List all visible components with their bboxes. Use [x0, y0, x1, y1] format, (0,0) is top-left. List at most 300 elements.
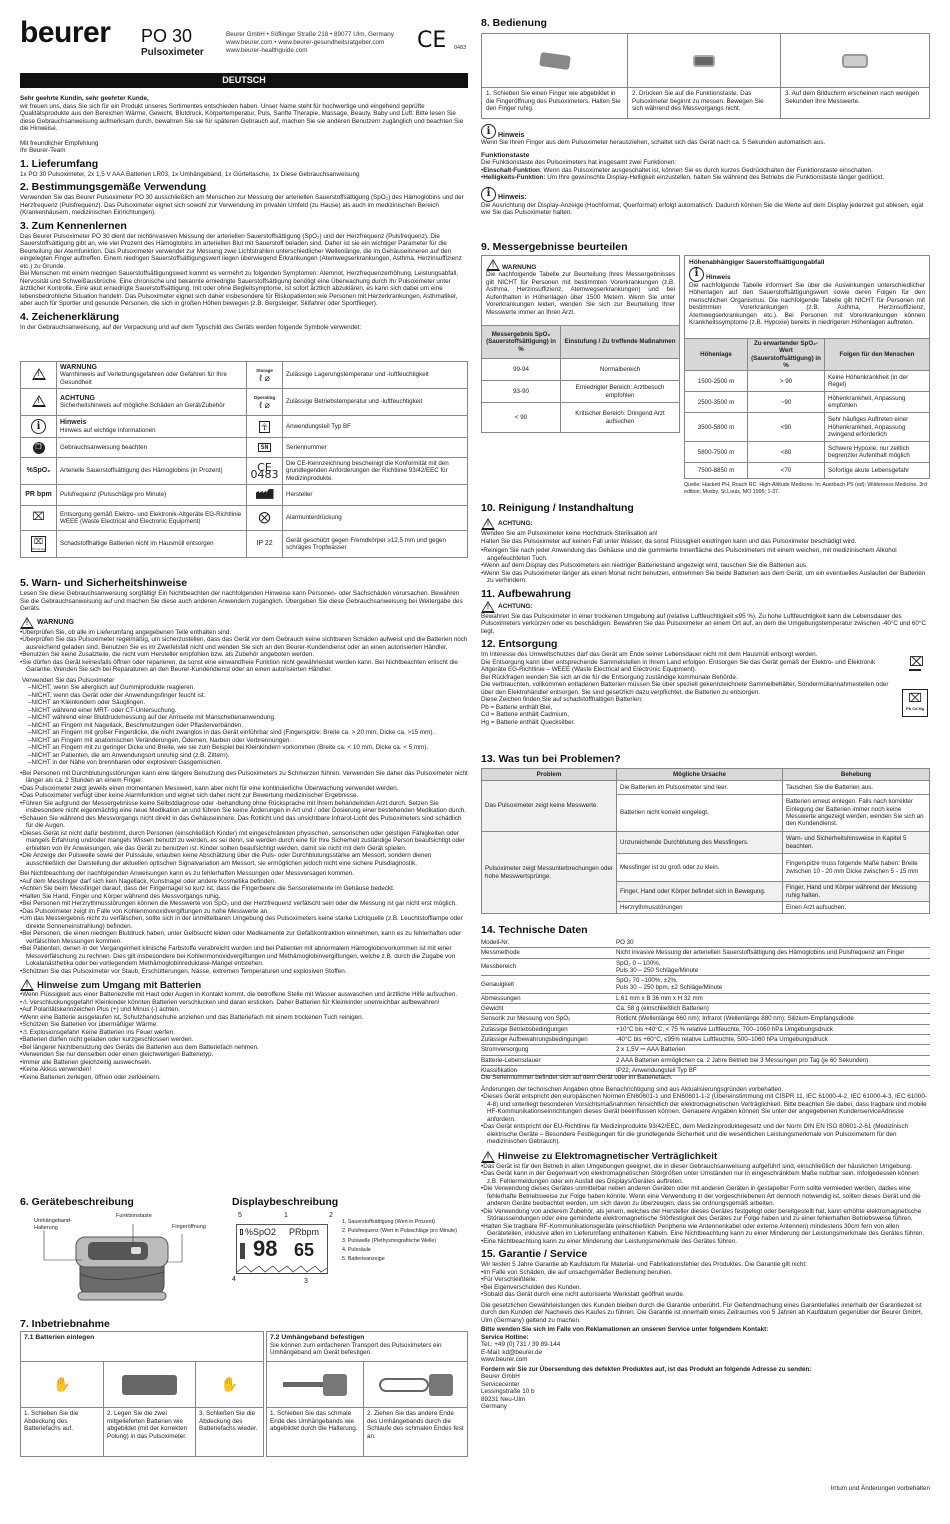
source-citation: Quelle: Hackett PH, Roach RC: High-Altitude Medicine. In: Auerbach PS (ed): Wilderness Medicine, 3rd edition; Mosby, St.Louis, MO 1995; 1-37. [684, 482, 927, 495]
use-intro: Verwenden Sie das Pulsoximeter [22, 676, 115, 684]
column-header: Mögliche Ursache [617, 769, 783, 781]
list-item: • Achten Sie beim Messfinger darauf, dass der Fingernagel so kurz ist, dass die Fingerbeere die Sensorelemente im Gehäuse bedeckt. [20, 885, 468, 893]
warning-icon: ! [481, 1151, 495, 1163]
emc-list [481, 1163, 930, 1246]
web-line-1: www.beurer.com • www.beurer-gesundheitsratgeber.com [226, 39, 385, 46]
disposal-line: Diese Zeichen finden Sie auf schadstoffhaltigen Batterien: [481, 696, 643, 703]
list-item: – NICHT an Fingern mit großer Fingerdicke, die nicht zwanglos in das Gerät einführbar sind (Fingerspitze: Breite ca. > 20 mm, Dicke ca. >15 mm). [20, 729, 468, 737]
table-row [481, 993, 930, 1003]
serial-note: Die Seriennummer befindet sich auf dem Gerät oder im Batteriefach. [481, 1074, 673, 1081]
table-row [481, 1004, 930, 1014]
list-item: • Schützen Sie Batterien vor übermäßiger Wärme. [20, 1021, 468, 1029]
list-item: • Benutzen Sie keine Zusatzteile, die nicht vom Hersteller empfohlen bzw. als Zubehör angeboten werden. [20, 651, 468, 659]
warranty-exclusions [481, 1269, 930, 1299]
altitude-box [684, 255, 930, 495]
caution-icon: ! [481, 518, 495, 530]
symbol-description: Sicherheitshinweis auf mögliche Schäden an Gerät/Zubehör [60, 402, 225, 409]
symbol-row [21, 362, 468, 389]
section-5-intro: Lesen Sie diese Gebrauchsanweisung sorgfältig! Ein Nichtbeachten der nachfolgenden Hinweise kann Personen- oder Sachschäden verursachen. Bewahren Sie die Gebrauchsanweisung auf und machen Sie diese auch anderen Anwendern zugänglich. Übergeben Sie diese Gebrauchsanweisung bei Weitergabe des Geräts. [20, 590, 463, 612]
spec-label: Messmethode [481, 948, 616, 958]
step-text: 2. Drücken Sie auf die Funktionstaste. Das Pulsoximeter beginnt zu messen. Bewegen Sie sich während des Messvorgangs nicht. [632, 90, 764, 112]
warning-heading: ! WARNUNG [20, 617, 468, 629]
spec-label: Sensorik zur Messung von SpO₂ [481, 1014, 616, 1024]
display-diagram [232, 1212, 340, 1290]
symbol-description: Schadstoffhaltige Batterien nicht im Hausmüll entsorgen [60, 540, 214, 548]
spec-label: Batterie-Lebensdauer [481, 1055, 616, 1065]
legend-item: 1. Sauerstoffsättigung (Wert in Prozent) [342, 1219, 435, 1225]
spec-label: Zulässige Aufbewahrungsbedingungen [481, 1034, 616, 1044]
list-item: • Das Pulsoximeter zeigt im Falle von Kohlenmonoxidvergiftungen zu hohe Messwerte an. [20, 908, 468, 916]
disposal-line: Im Interesse des Umweltschutzes darf das Gerät am Ende seiner Lebensdauer nicht mit dem Hausmüll entsorgt werden. [481, 651, 818, 658]
list-item: • Bei längerer Nichtbenutzung des Geräts die Batterien aus dem Batteriefach nehmen. [20, 1044, 468, 1052]
column-header: Behebung [783, 769, 930, 781]
symbol-row [21, 458, 468, 485]
disposal-line: Hg = Batterie enthält Quecksilber. [481, 718, 575, 726]
symbol-heading: Hinweis [60, 419, 87, 427]
disposal-line: Bei Rückfragen wenden Sie sich an die für die Entsorgung zuständige kommunale Behörde. [481, 673, 738, 681]
note-heading: i Hinweis [481, 124, 930, 139]
spec-value: PO 30 [616, 938, 930, 948]
address-line: Beurer GmbH [481, 1373, 520, 1380]
list-item: • Eine Nichtbeachtung kann zu einer Minderung der Leistungsmerkmale des Gerätes führen. [481, 1238, 930, 1246]
column-header: Höhenlage [685, 339, 748, 371]
step-text: 1. Schieben Sie die Abdeckung des Batteriefachs auf. [21, 1408, 104, 1456]
list-item: • Wenn auf dem Display des Pulsoximeters ein niedriger Batteriestand angezeigt wird, tauschen Sie die Batterien aus. [481, 562, 930, 570]
lcd-screen [236, 1224, 328, 1274]
list-item: • Das Gerät kann in der Gegenwart von elektromagnetischen Störgrößen unter Umständen nur in eingeschränktem Maße nutzbar sein. Infolgedessen können z.B. Fehlermeldungen oder ein Ausfall des Displays/Gerätes auftreten. [481, 1170, 930, 1185]
operation-step [482, 34, 628, 118]
changes-note: Änderungen der technischen Angaben ohne Benachrichtigung sind aus Aktualisierungsgründen vorbehalten. [481, 1085, 784, 1093]
return-heading: Fordern wir Sie zur Übersendung des defekten Produktes auf, ist das Produkt an folgende Adresse zu senden: [481, 1365, 812, 1373]
warning-icon: ! [20, 617, 34, 629]
section-4-intro: In der Gebrauchsanweisung, auf der Verpackung und auf dem Typschild des Geräts werden folgende Symbole verwendet: [20, 323, 362, 331]
info-icon: i [21, 416, 57, 438]
ce-number: 0483 [454, 45, 467, 51]
table-row: 93-90 Erniedrigter Bereich: Arztbesuch empfohlen [482, 381, 680, 403]
symbol-description: Hersteller [286, 491, 313, 499]
list-item: – NICHT während einer Blutdruckmessung auf der Armseite mit Manschettenanwendung. [20, 714, 468, 722]
note-text: Wenn Sie Ihren Finger aus dem Pulsoximeter herausziehen, schaltet sich das Gerät nach ca. 5 Sekunden automatisch aus. [481, 139, 826, 146]
phone[interactable]: Tel.: +49 (0) 731 / 39 89-144 [481, 1341, 561, 1348]
strap-attach-box [266, 1331, 468, 1457]
list-item: – NICHT an Fingern mit Nagellack, Beschmutzungen oder Pflasterverbänden. [20, 722, 468, 730]
sections-10-12 [481, 499, 930, 726]
section-14-title: 14. Technische Daten [481, 924, 588, 936]
spec-label: Genauigkeit [481, 976, 616, 994]
battery-heading: ! Hinweise zum Umgang mit Batterien [20, 979, 468, 991]
spec-value: SpO₂ 0 – 100%, Puls 30 – 250 Schläge/Minute [616, 958, 930, 976]
section-3-p2: Bei Menschen mit einem niedrigen Sauerstoffsättigungswert kommt es vermehrt zu folgenden Symptomen: Atemnot, Herzfrequenzerhöhung, Leistungsabfall, Nervosität und Schweißausbrüche. Eine chronische und bekannte erniedrigte Sauerstoffsättigung benötigt eine Überwachung durch Ihr Pulsoximeter unter ärztlicher Kontrolle. Eine akut erniedrigte Sauerstoffsättigung, mit oder ohne Begleitsymptome, ist sofort ärztlich abzuklären, es kann sich dabei um eine lebensbedrohliche Situation handeln. Das Pulsoximeter eignet sich daher insbesondere für Riskopatienten wie Personen mit Herzerkrankungen, Asthmatiker, aber auch für Sportler und gesunde Personen, die sich in großen Höhen bewegen (z.B. Bergsteiger, Skifahrer oder Sportflieger). [20, 270, 459, 307]
device-illustration [20, 1212, 220, 1312]
table-row [481, 976, 930, 994]
list-item: • Schauen Sie während des Messvorgangs nicht direkt in das Gehäuseinnere. Das Rotlicht und das unsichtbare Infrarot-Licht des Pulsoximeters sind schädlich für die Augen. [20, 815, 468, 830]
section-14-notes [481, 1074, 930, 1411]
disposal-line: Cd = Batterie enthält Cadmium, [481, 711, 570, 718]
callout-4: 4 [232, 1276, 236, 1283]
step-image: ✋ [21, 1362, 104, 1407]
list-item: – NICHT, wenn das Gerät oder der Anwendungsfinger feucht ist. [20, 692, 468, 700]
manufacturer-icon [247, 485, 283, 506]
warning-text: Die nachfolgende Tabelle zur Beurteilung Ihres Messergebnisses gilt NICHT für Personen mit bestimmten Vorerkrankungen (z.B. Asthma, Herzinsuffizienz, Atemwegserkrankungen) und bei Aufenthalten in Höhenlagen über 1500 Metern. Wenn Sie unter Vorerkrankungen leiden, wenden Sie sich zur Beurteilung Ihrer Messwerte immer an Ihren Arzt. [486, 271, 675, 316]
column-header: Problem [482, 769, 617, 781]
storage-text: Bewahren Sie das Pulsoximeter in einer trockenen Umgebung auf (relative Luftfeuchtigkeit ≤95 %). Zu hohe Luftfeuchtigkeit kann die Lebensdauer des Pulsoximeters verkürzen oder es beschädigen. Bewahren Sie das Pulsoximeter an einem Ort auf, an dem die Umgebungstemperatur zwischen -40°C und 60°C liegt. [481, 612, 926, 635]
spec-label: Zulässige Betriebsbedingungen [481, 1024, 616, 1034]
caution-heading: ! ACHTUNG: [481, 518, 930, 530]
list-item: • Immer alle Batterien gleichzeitig auswechseln. [20, 1059, 468, 1067]
address-line: Lessingstraße 10 b [481, 1388, 535, 1395]
altitude-note: Die nachfolgende Tabelle informiert Sie über die Auswirkungen unterschiedlicher Höhenlagen auf den Sauerstoffsättigungswert sowie deren Folgen für den menschlichen Organismus. Die nachfolgende Tabelle gilt NICHT für Personen mit bestimmten Vorerkrankungen (z.B. Asthma, Herzinsuffizienz, Atemwegserkrankungen etc.). Bei Personen mit Vorerkrankungen können Krankheitssymptome (z.B. Hypoxie) bereits in niedrigeren Höhenlagen auftreten. [689, 281, 925, 326]
function-button-label: Funktionstaste [116, 1213, 152, 1219]
callout-1: 1 [284, 1212, 288, 1219]
battery-indicator-icon [240, 1229, 243, 1235]
table-row: Batterien nicht korrekt eingelegt. Batterien erneut einlegen. Falls nach korrekter Einlegung der Batterien immer noch keine Messwerte angezeigt werden, wenden Sie sich an den Kundendienst. [482, 795, 930, 832]
list-item: • Bei Personen, die einen niedrigen Blutdruck haben, unter Gelbsucht leiden oder Medikamente zur Gefäßkontraktion einnehmen, kann es zu fehlerhaften oder verfälschten Messungen kommen. [20, 930, 468, 945]
list-item: • Führen Sie aufgrund der Messergebnisse keine Selbstdiagnose oder -behandlung ohne Rücksprache mit Ihrem behandelnden Arzt durch. Setzen Sie insbesondere nicht eigenmächtig eine neue Medikation an und führen Sie keine Änderungen in Art und / oder Dosierung einer bestehenden Medikation durch. [20, 800, 468, 815]
warranty-legal: Die gesetzlichen Gewährleistungen des Kunden bleiben durch die Garantie unberührt. Für Geltendmachung eines Garantiefalles innerhalb der Garantiezeit ist durch den Kunden der Nachweis des Kaufes zu führen. Die Garantie ist innerhalb eines Zeitraumes von 5 Jahren ab Kaufdatum gegenüber der Beurer GmbH, Ulm (Germany) geltend zu machen. [481, 1301, 923, 1324]
list-item: • Das Gerät entspricht der EU-Richtlinie für Medizinprodukte 93/42/EEC, dem Medizinproduktegesetz und der Norm DIN EN ISO 80601-2-61 (Medizinisch elektrische Geräte – Besondere Festlegungen für die grundlegende Sicherheit und die wesentlichen Leistungsmerkmale von Pulsoximetern für den medizinischen Gebrauch). [481, 1123, 930, 1146]
table-row: Messfinger ist zu groß oder zu klein. Fingerspitze muss folgende Maße haben: Breite zwischen 10 - 20 mm Dicke zwischen 5 - 15 mm [482, 854, 930, 882]
address-line: Servicecenter [481, 1380, 520, 1388]
list-item: • Das Pulsoximeter verfügt über keine Alarmfunktion und eignet sich daher nicht zur Bewertung medizinischer Ergebnisse. [20, 792, 468, 800]
disposal-line: Die Entsorgung kann über entsprechende Sammelstellen in Ihrem Land erfolgen. Entsorgen Sie das Gerät gemäß der Elektro- und Elektronik Altgeräte EG-Richtlinie – WEEE (Waste Electrical and Electronic Equipment). [481, 658, 876, 673]
list-item: • Überprüfen Sie, ob alle im Lieferumfang angegebenen Teile enthalten sind. [20, 629, 468, 637]
list-item: – NICHT in der Nähe von brennbaren oder explosiven Gasgemischen. [20, 759, 468, 767]
list-item: • Wenn eine Batterie ausgelaufen ist, Schutzhandschuhe anziehen und das Batteriefach mit einem trockenen Tuch reinigen. [20, 1014, 468, 1022]
function-intro: Die Funktionstaste des Pulsoximeters hat insgesamt zwei Funktionen: [481, 159, 677, 166]
ce-icon: CE 0483 [247, 458, 283, 485]
warning-icon: ! [486, 259, 500, 271]
list-item: • Bei Personen mit Durchblutungsstörungen kann eine längere Benutzung des Pulsoximeters zu Schmerzen führen. Verwenden Sie daher das Pulsoximeter nicht länger als ca. 2 Stunden an einem Finger. [20, 770, 468, 785]
symbol-row [21, 531, 468, 558]
symbol-description: Anwendungsteil Typ BF [286, 422, 351, 430]
section-3-p1: Das Beurer Pulsoximeter PO 30 dient der nichtinvasiven Messung der arteriellen Sauerstoffsättigung (SpO₂) und der Herzfrequenz (Pulsfrequenz). Die Sauerstoffsättigung gibt an, wie viel Prozent des Hämoglobins im arteriellen Blut mit Sauerstoff beladen sind. Daher ist sie ein wichtiger Parameter für die Beurteilung der Atemfunktion. Das Pulsoximeter verwendet zur Messung zwei Lichtstrahlen unterschiedlicher Wellenlänge, die im Gehäuseinneren auf den eingelegten Finger auftreffen. Einem niedrigen Sauerstoffsättigungswert liegen überwiegend Erkrankungen (Atemwegserkrankungen, Asthma, Herzinsuffizienz etc.) zu Grunde. [20, 232, 462, 270]
spec-value: -40°C bis +60°C, ≤95% relative Luftfeuchte, 500–1060 hPa Umgebungsdruck [616, 1034, 930, 1044]
list-item: – NICHT während einer MRT- oder CT-Untersuchung. [20, 707, 468, 715]
spo2-label: %SpO2 [245, 1227, 277, 1237]
step-image [104, 1362, 196, 1407]
storage-temp-icon: Storage ℓ ⌀ [247, 362, 283, 389]
operating-temp-icon: Operating ℓ ⌀ [247, 389, 283, 416]
symbol-row [21, 506, 468, 531]
step-image [364, 1362, 467, 1407]
company-address [226, 31, 394, 55]
list-item: • Im Falle von Schäden, die auf unsachgemäßer Bedienung beruhen. [481, 1269, 930, 1277]
list-item: • Das Pulsoximeter zeigt jeweils einen momentanen Messwert, kann aber nicht für eine kontinuierliche Überwachung verwendet werden. [20, 785, 468, 793]
symbol-row [21, 438, 468, 458]
list-item: – NICHT an Fingern mit zu geringer Dicke und Breite, wie sie zum Beispiel bei Kleinkindern vorkommen (Breite ca. < 10 mm, Dicke ca. < 5 mm). [20, 744, 468, 752]
symbol-description: Gerät geschützt gegen Fremdkörper ≥12,5 mm und gegen schräges Tropfwasser [286, 536, 446, 551]
list-item: • Schützen Sie das Pulsoximeter vor Staub, Erschütterungen, Nässe, extremen Temperaturen und explosiven Stoffen. [20, 968, 468, 976]
compliance-list [481, 1093, 930, 1146]
spo2-symbol: %SpO₂ [21, 458, 57, 485]
list-item: • Keine Batterien zerlegen, öffnen oder zerkleinern. [20, 1074, 468, 1082]
address-line: 89231 Neu-Ulm [481, 1395, 526, 1403]
cleaning-line-2: Halten Sie das Pulsoximeter auf keinen Fall unter Wasser, da sonst Flüssigkeit eindringen kann und das Pulsoximeter beschädigt wird. [481, 537, 857, 545]
list-item: • Die Verwendung von anderem Zubehör, als jenem, welches der Hersteller dieses Gerätes festgelegt oder bereitgestellt hat, kann erhöhte elektromagnetische Störaussendungen oder eine geminderte elektromagnetische Störfestigkeit des Gerätes zur Folge haben und zu einer fehlerhaften Betriebsweise führen. [481, 1208, 930, 1223]
section-15-title: 15. Garantie / Service [481, 1248, 588, 1260]
section-6-title: 6. Gerätebeschreibung [20, 1196, 134, 1208]
table-row: Herzrythmusstörungen Einen Arzt aufsuchen. [482, 902, 930, 914]
list-item: – NICHT, wenn Sie allergisch auf Gummiprodukte reagieren. [20, 684, 468, 692]
symbol-description: Zulässige Lagerungstemperatur und -luftfeuchtigkeit [286, 371, 429, 379]
model-name: PO 30 [141, 26, 193, 46]
table-row: 99-94 Normalbereich [482, 359, 680, 381]
legend-item: 4. Pulssäule [342, 1246, 371, 1253]
table-row [481, 1024, 930, 1034]
symbol-description: Warnhinweis auf Verletzungsgefahren oder Gefahren für Ihre Gesundheit [60, 371, 227, 386]
step-text: 3. Auf dem Bildschirm erscheinen nach wenigen Sekunden Ihre Messwerte. [785, 90, 920, 105]
step-text: 2. Legen Sie die zwei mitgelieferten Batterien wie abgebildet (mit der korrekten Polung) in das Pulsoximeter. [104, 1408, 196, 1456]
email[interactable]: E-Mail: kd@beurer.de [481, 1348, 542, 1356]
step-text: 1. Schieben Sie einen Finger wie abgebildet in die Fingeröffnung des Pulsoximeters. Halten Sie den Finger ruhig. [486, 90, 621, 112]
pr-bpm-symbol: PR bpm [21, 485, 57, 506]
list-item: – NICHT an Patienten, die am Anwendungsort unruhig sind (z.B. Zittern). [20, 752, 468, 760]
section-12-title: 12. Entsorgung [481, 638, 558, 650]
step-image: ✋ [220, 1375, 239, 1392]
section-7-title: 7. Inbetriebnahme [20, 1318, 110, 1330]
symbol-description: Alarmunterdrückung [286, 514, 342, 522]
list-item: • Halten Sie Hand, Finger und Körper während des Messvorgangs ruhig. [20, 893, 468, 901]
info-icon: i [481, 187, 496, 202]
battery-disposal-icon: ⌧ Pb Cd Hg [21, 531, 57, 558]
table-row: 1500-2500 m > 90 Keine Höhenkrankheit (in der Regel) [685, 371, 930, 392]
spec-value: L 61 mm x B 36 mm x H 32 mm [616, 993, 930, 1003]
section-10-title: 10. Reinigung / Instandhaltung [481, 502, 634, 514]
list-item: • Bei Patienten, denen in der Vergangenheit klinische Farbstoffe verabreicht wurden und bei Patienten mit abnormalem Hämoglobinvorkommen ist mit einer Messverfälschung zu rechnen. Dies gilt insbesondere bei Kohlenmonoxidvergiftungen und Methämoglobinvergiftungen, welche z.B. durch die Zugabe von Lokalanästhetika oder bei vorliegendem Methämoglobinreduktase-Mangel entstehen. [20, 945, 468, 968]
symbol-description: Zulässige Betriebstemperatur und -luftfeuchtigkeit [286, 398, 423, 406]
spec-label: Klassifikation [481, 1065, 616, 1075]
symbol-heading: WARNUNG [60, 364, 97, 372]
note-heading: i Hinweis [689, 267, 925, 282]
step-image [267, 1362, 364, 1407]
section-11-title: 11. Aufbewahrung [481, 587, 572, 600]
spec-value: Nicht invasive Messung der arteriellen Sauerstoffsättigung des Hämoglobins und Pulsfrequenz am Finger [616, 948, 930, 958]
section-2-text: Verwenden Sie das Beurer Pulsoximeter PO 30 ausschließlich am Menschen zur Messung der arteriellen Sauerstoffsättigung (SpO₂) des Hämoglobins und der Herzfrequenz (Pulsfrequenz). Das Pulsoximeter eignet sich sowohl zur Verwendung im privaten Umfeld (zu Hause) als auch im medizinischen Bereich (Krankenhäusern, medizinischen Einrichtungen). [20, 194, 464, 216]
spo2-value: 98 [253, 1236, 278, 1261]
spec-value: 2 AAA Batterien ermöglichen ca. 2 Jahre Betrieb bei 3 Messungen pro Tag (je 60 Sekunden) [616, 1055, 930, 1065]
table-row [481, 1014, 930, 1024]
closing-1: Mit freundlicher Empfehlung [20, 139, 99, 147]
symbol-description: Gebrauchsanweisung beachten [60, 443, 148, 451]
product-name: Pulsoximeter [141, 47, 204, 58]
step-image [628, 34, 780, 88]
list-item: • Bei Personen mit Herzrythmusstörungen können die Messwerte von SpO₂ und der Herzfrequenz verfälscht sein oder die Messung ist gar nicht erst möglich. [20, 900, 468, 908]
address-line: Germany [481, 1403, 507, 1410]
subsection-7-2-text: Sie können zum einfacheren Transport des Pulsoximeters ein Umhängeband am Gerät befestigen. [270, 1341, 442, 1356]
section-3-title: 3. Zum Kennenlernen [20, 219, 127, 232]
assessment-box [481, 255, 680, 433]
table-row: Das Pulsoximeter zeigt keine Messwerte. Die Batterien im Pulsoximeter sind leer. Tauschen Sie die Batterien aus. [482, 781, 930, 795]
display-description-title: Displaybeschreibung [232, 1196, 339, 1208]
finger-opening-label: Fingeröffnung [172, 1224, 206, 1230]
serial-number-icon: SN [247, 438, 283, 458]
intro-text: wir freuen uns, dass Sie sich für ein Produkt unseres Sortimentes entschieden haben. Unser Name steht für hochwertige und eingehend geprüfte Qualitätsprodukte aus den Bereichen Wärme, Gewicht, Blutdruck, Körpertemperatur, Puls, Sanfte Therapie, Massage, Beauty, Baby und Luft. Bitte lesen Sie diese Gebrauchsanweisung aufmerksam durch, bewahren Sie sie für späteren Gebrauch auf, machen Sie sie anderen Benutzern zugänglich und beachten Sie die Hinweise. [20, 102, 464, 132]
left-column-top [20, 95, 468, 331]
website-link[interactable]: www.beurer.com [481, 1356, 528, 1363]
tech-data-table [481, 938, 930, 1076]
disposal-line: Pb = Batterie enthält Blei, [481, 703, 553, 711]
list-item: • Halten Sie tragbare RF-Kommunikationsgeräte (einschließlich Peripherie wie Antennenkabel oder externe Antennen) mindestens 30cm fern von allen Geräteteilen, inklusive allen im Lieferumfang enthaltenen Kabeln. Eine Nichtbeachtung kann zu einer Minderung der Leistungsmerkmale des Gerätes führen. [481, 1223, 930, 1238]
list-item: • Überprüfen Sie das Pulsoximeter regelmäßig, um sicherzustellen, dass das Gerät vor dem Gebrauch keine sichtbaren Schäden aufweist und die Batterien noch ausreichend geladen sind. Benutzen Sie es im Zweifelsfall nicht und wenden Sie sich an den Beurer-Kundendienst oder an einen autorisierten Händler. [20, 636, 468, 651]
tech-data [481, 938, 930, 1076]
closing-2: Ihr Beurer-Team [20, 147, 66, 154]
strap-holder-label: Umhängeband-Halterung [34, 1218, 72, 1231]
spec-label: Messbereich [481, 958, 616, 976]
list-item: • Bei Eigenverschulden des Kunden. [481, 1284, 930, 1292]
section-9-title: 9. Messergebnisse beurteilen [481, 241, 628, 253]
symbol-description: Hinweis auf wichtige Informationen [60, 426, 156, 434]
table-row [481, 1045, 930, 1055]
list-item: • ⚠ Verschluckungsgefahr! Kleinkinder könnten Batterien verschlucken und daran ersticken. Daher Batterien für Kleinkinder unerreichbar aufbewahren! [20, 999, 468, 1007]
disposal-line: Die verbrauchten, vollkommen entladenen Batterien müssen Sie über speziell gekennzeichnete Sammelbehälter, Sondermüllannahmestellen oder über den Elektrohändler entsorgen. Sie sind gesetzlich dazu verpflichtet, die Batterien zu entsorgen. [481, 681, 889, 696]
section-4-title: 4. Zeichenerklärung [20, 310, 120, 323]
symbol-description: Pulsfrequenz (Pulsschläge pro Minute) [60, 491, 167, 499]
note-text: Die Ausrichtung der Display-Anzeige (Hochformat, Querformat) erfolgt automatisch. Dadurch können Sie die Werte auf dem Display jederzeit gut ablesen, egal wie Sie das Pulsoximeter halten. [481, 201, 924, 216]
hotline-label: Service Hotline: [481, 1333, 529, 1341]
section-8-notes [481, 124, 930, 217]
weee-icon: ⌧ [909, 654, 924, 669]
operation-steps [481, 33, 930, 119]
alarm-off-icon: ⨂ [247, 506, 283, 531]
step-text: 3. Schließen Sie die Abdeckung des Batteriefachs wieder. [199, 1410, 258, 1432]
battery-insert-box [20, 1331, 264, 1457]
caution-heading: ! ACHTUNG: [481, 601, 930, 613]
table-row: 7500-8850 m <70 Sofortige akute Lebensgefahr [685, 463, 930, 479]
info-icon: i [481, 124, 496, 139]
footer-note: Irrtum und Änderungen vorbehalten [830, 1485, 930, 1492]
manual-icon: ❐ [21, 438, 57, 458]
legend-item: 2. Pulsfrequenz (Wert in Pulsschläge pro Minute) [342, 1228, 458, 1235]
spo2-assessment-table [481, 325, 680, 433]
symbol-description: Die CE-Kennzeichnung bescheinigt die Konformität mit den grundlegenden Anforderungen der Richtlinie 93/42/EEC für Medizinprodukte. [286, 460, 449, 482]
cleaning-line-1: Wenden Sie am Pulsoximeter keine Hochdruck-Sterilisation an! [481, 530, 658, 537]
spec-label: Stromversorgung [481, 1045, 616, 1055]
step-image [482, 34, 627, 88]
ce-mark: CE [417, 28, 447, 53]
pr-value: 65 [294, 1240, 315, 1260]
list-item: • Sie dürfen das Gerät keinesfalls öffnen oder reparieren, da sonst eine einwandfreie Funktion nicht gewährleistet werden kann. Bei Nichtbeachten erlischt die Garantie. Wenden Sie sich bei Reparaturen an den Beurer-Kundendienst oder an einen autorisierten Händler. [20, 659, 468, 674]
column-header: Einstufung / Zu treffende Maßnahmen [561, 326, 680, 359]
display-legend [342, 1219, 467, 1262]
list-item: • Einschalt-Funktion: Wenn das Pulsoximeter ausgeschaltet ist, können Sie es durch kurzes Gedrückthalten der Funktionstaste einschalten. [481, 167, 930, 175]
caution-icon: ! [481, 601, 495, 613]
address-line: Beurer GmbH • Söflinger Straße 218 • 89077 Ulm, Germany [226, 31, 394, 38]
ip22-symbol: IP 22 [247, 531, 283, 558]
list-item: • Auf Polaritätskennzeichen Plus (+) und Minus (-) achten. [20, 1006, 468, 1014]
section-8-title: 8. Bedienung [481, 17, 547, 29]
list-item: • Dieses Gerät entspricht den europäischen Normen EN60601-1 und EN60601-1-2 (Übereinstimmung mit CISPR 11, IEC 61000-4-2, IEC 61000-4-3, IEC 61000-4-8) und unterliegt besonderen Vorsichtsmaßnahmen hinsichtlich der elektromagnetischen Verträglichkeit. Bitte beachten Sie dabei, dass tragbare und mobile HF-Kommunikationseinrichtungen dieses Gerät beeinflussen können. Genauere Angaben können Sie unter der angegebenen KundenserviceAdresse anfordern. [481, 1093, 930, 1123]
list-item: • Helligkeits-Funktion: Um Ihre gewünschte Display-Helligkeit einzustellen, halten Sie während des Betriebs die Funktionstaste länger gedrückt. [481, 174, 930, 182]
table-row: 5800-7500 m <80 Schwere Hypoxie, nur zeitlich begrenzter Aufenthalt möglich [685, 442, 930, 463]
list-item: • Wenn Sie das Pulsoximeter länger als einen Monat nicht benutzen, entnehmen Sie beide Batterien aus dem Gerät, um ein eventuelles Auslaufen der Batterien zu verhindern. [481, 570, 930, 585]
greeting: Sehr geehrte Kundin, sehr geehrter Kunde, [20, 95, 149, 102]
table-row: < 90 Kritischer Bereich: Dringend Arzt aufsuchen [482, 403, 680, 433]
column-header: Folgen für den Menschen [825, 339, 930, 371]
table-row: Finger, Hand oder Körper befindet sich in Bewegung. Finger, Hand und Körper während der Messung ruhig halten. [482, 882, 930, 902]
list-item: – NICHT an Kleinkindern oder Säuglingen. [20, 699, 468, 707]
warning-icon: ! [20, 979, 34, 991]
list-item: • ⚠ Explosionsgefahr! Keine Batterien ins Feuer werfen. [20, 1029, 468, 1037]
operation-step [628, 34, 781, 118]
spec-value: Ca. 58 g (einschließlich Batterien) [616, 1004, 930, 1014]
symbol-heading: ACHTUNG [60, 394, 95, 402]
language-bar: DEUTSCH [20, 73, 468, 88]
measurement-list [20, 878, 468, 976]
pulse-bar [240, 1243, 245, 1259]
function-button-heading: Funktionstaste [481, 151, 530, 159]
list-item: • Die Verwendung dieses Gerätes unmittelbar neben anderen Geräten oder mit anderen Geräten in gestapelter Form sollte vermieden werden, dadies eine fehlerhafte Betriebsweise zur Folge haben könnte. Wenn eine Verwendung in der vorgeschriebenen Art dennoch notwendig ist, sollten dieses Gerät und die anderen Geräte beobachtet werden, um sich davon zu überzeugen, dass sie ordnungsgemäß arbeiten. [481, 1185, 930, 1208]
callout-2: 2 [329, 1212, 333, 1219]
brand-logo: beurer [20, 16, 111, 49]
spec-value: SpO₂ 70 –100%, ±2%, Puls 30 – 250 bpm, ±2 Schläge/Minute [616, 976, 930, 994]
list-item: • Das Gerät ist für den Betrieb in allen Umgebungen geeignet, die in dieser Gebrauchsanweisung aufgeführt sind, einschließlich der häuslichen Umgebung. [481, 1163, 930, 1171]
caution-icon: ! [21, 389, 57, 416]
subsection-7-1-title: 7.1 Batterien einlegen [21, 1332, 263, 1362]
contact-heading: Bitte wenden Sie sich im Falle von Reklamationen an unseren Service unter folgendem Kontakt: [481, 1326, 769, 1333]
section-1-title: 1. Lieferumfang [20, 157, 99, 170]
warning-heading: ! WARNUNG [486, 259, 675, 271]
spec-value: 2 x 1,5V ⎓ AAA Batterien [616, 1045, 930, 1055]
list-item: • Verwenden Sie nur denselben oder einen gleichwertigen Batterietyp. [20, 1051, 468, 1059]
battery-disposal-icon: ⌧ Pb Cd Hg [902, 689, 928, 717]
list-item: – NICHT an Fingern mit anatomischen Veränderungen, Ödemen, Narben oder Verbrennungen. [20, 737, 468, 745]
symbol-description: Entsorgung gemäß Elektro- und Elektronik-Altgeräte EG-Richtlinie WEEE (Waste Electrical and Electronic Equipment) [60, 510, 242, 525]
table-row: 2500-3500 m ~90 Höhenkrankheit, Anpassung empfohlen [685, 392, 930, 413]
table-row [481, 1034, 930, 1044]
altitude-table [684, 338, 930, 479]
section-5-title: 5. Warn- und Sicherheitshinweise [20, 577, 188, 589]
section-5 [20, 574, 468, 1081]
function-list [481, 167, 930, 182]
table-row: 3500-5800 m <90 Sehr häufiges Auftreten einer Höhenkrankheit, Anpassung zwingend erforderlich [685, 413, 930, 442]
symbol-row [21, 389, 468, 416]
troubleshooting-table [481, 768, 930, 914]
spec-label: Abmessungen [481, 993, 616, 1003]
spec-label: Modell-Nr. [481, 938, 616, 948]
section-2-title: 2. Bestimmungsgemäße Verwendung [20, 181, 207, 193]
section-13-title: 13. Was tun bei Problemen? [481, 753, 621, 765]
symbol-row [21, 485, 468, 506]
list-item: • Reinigen Sie nach jeder Anwendung das Gehäuse und die gummierte Innenfläche des Pulsoximeters mit einem weichen, mit medizinischem Alkohol angefeuchteten Tuch. [481, 547, 930, 562]
spec-value: Rotlicht (Wellenlänge 660 nm); Infrarot (Wellenlänge 880 nm); Silizium-Empfangsdiode [616, 1014, 930, 1024]
section-1-text: 1x PO 30 Pulsoximeter, 2x 1,5 V AAA Batterien LR03, 1x Umhängeband, 1x Gürteltasche, 1x Diese Gebrauchsanweisung [20, 170, 360, 178]
spec-value: IP22, Anwendungsteil Typ BF [616, 1065, 930, 1075]
spec-label: Gewicht [481, 1004, 616, 1014]
list-item: • Um das Messergebnis nicht zu verfälschen, sollte sich in der unmittelbaren Umgebung des Pulsoximeters keine starke Lichtquelle (z.B. Leuchtstofflampe oder direkte Sonneneinstrahlung) befinden. [20, 915, 468, 930]
step-text: 1. Schieben Sie das schmale Ende des Umhängebands wie abgebildet durch die Halterung. [267, 1408, 364, 1456]
subsection-7-2-title: 7.2 Umhängeband befestigen [270, 1334, 365, 1341]
column-header: Messergebnis SpO₂ (Sauerstoffsättigung) in % [482, 326, 561, 359]
warning-icon: ! [21, 362, 57, 389]
list-item: • Wenn Flüssigkeit aus einer Batteriezelle mit Haut oder Augen in Kontakt kommt, die betroffene Stelle mit Wasser auswaschen und ärztliche Hilfe aufsuchen. [20, 991, 468, 999]
emc-heading: ! Hinweise zu Elektromagnetischer Verträglichkeit [481, 1151, 930, 1163]
callout-5: 5 [238, 1212, 242, 1219]
symbol-description: Seriennummer [286, 443, 327, 451]
legend-item: 3. Pulswelle (Plethysmografische Welle) [342, 1237, 437, 1244]
table-row: Pulsoximeter zeigt Messunterbrechungen oder hohe Messwertsprünge. Unzureichende Durchblutung des Messfingers. Warn- und Sicherheitshinsweise in Kapitel 5 beachten. [482, 832, 930, 854]
symbol-row [21, 416, 468, 438]
altitude-title: Höhenabhängiger Sauerstoffsättigungabfall [689, 259, 825, 266]
symbol-table [20, 361, 468, 558]
column-header: Zu erwartender SpO₂-Wert (Sauerstoffsättigung) in % [748, 339, 825, 371]
table-row [481, 958, 930, 976]
callout-3: 3 [304, 1278, 308, 1285]
step-text: 2. Ziehen Sie das andere Ende des Umhängebands durch die Schlaufe des schmalen Endes fest an. [367, 1410, 464, 1440]
contraindication-list [20, 684, 468, 767]
battery-list [20, 991, 468, 1081]
warning-list [20, 629, 468, 674]
safety-list [20, 770, 468, 868]
